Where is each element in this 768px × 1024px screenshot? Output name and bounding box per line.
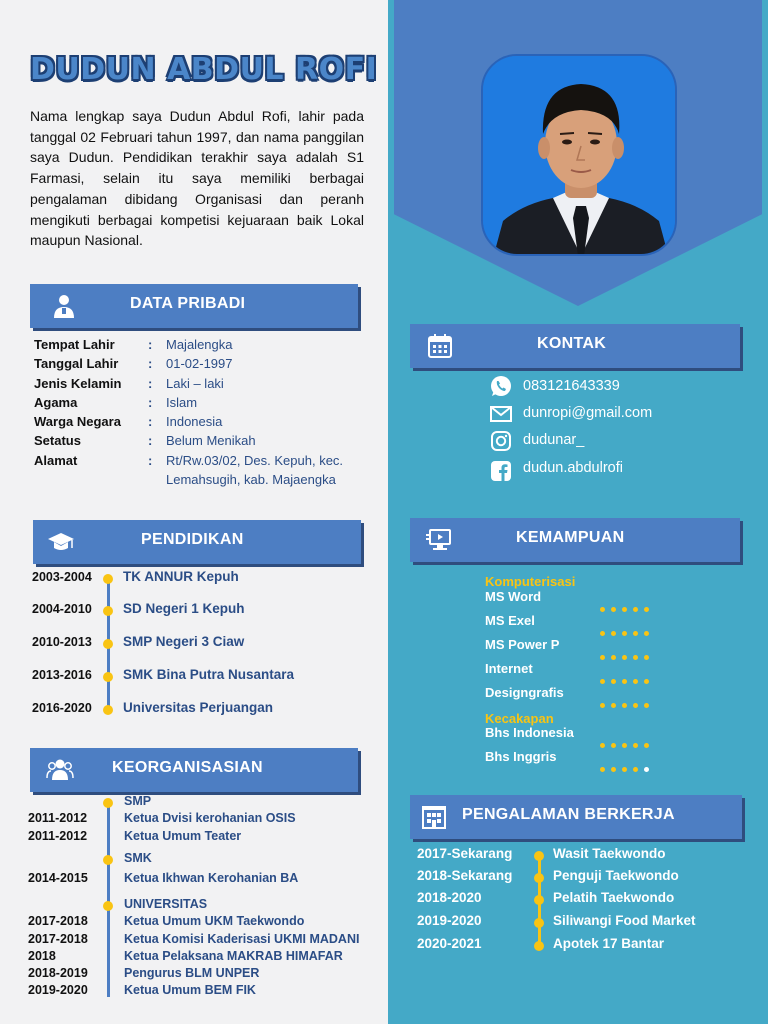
timeline-dot — [103, 606, 113, 616]
organization-group: UNIVERSITAS — [124, 897, 208, 911]
personal-info-label: Jenis Kelamin — [34, 375, 122, 391]
personal-info-row — [34, 451, 356, 490]
personal-info-value: 01-02-1997 — [166, 356, 233, 372]
skill-level-dot — [622, 767, 627, 772]
personal-info-colon: : — [148, 337, 153, 352]
personal-info-value: Islam — [166, 394, 198, 410]
skill-level-dot — [633, 703, 638, 708]
section-title: KONTAK — [537, 335, 607, 352]
skill-level-dot — [644, 607, 649, 612]
skill-level-dot — [622, 655, 627, 660]
skill-name: Designgrafis — [485, 685, 564, 700]
skill-level-dot — [611, 767, 616, 772]
personal-info-label: Agama — [34, 394, 78, 410]
education-school: Universitas Perjuangan — [123, 700, 274, 715]
timeline-dot — [103, 901, 113, 911]
personal-info-label: Tanggal Lahir — [34, 356, 119, 372]
organization-group: SMP — [124, 794, 152, 808]
skill-name: MS Exel — [485, 613, 535, 628]
section-title: PENGALAMAN BERKERJA — [462, 806, 675, 823]
skill-level-dot — [633, 631, 638, 636]
skill-level-dot — [644, 743, 649, 748]
section-title: DATA PRIBADI — [130, 295, 246, 312]
organization-group: SMK — [124, 851, 152, 865]
timeline-dot — [534, 851, 544, 861]
section-header-kontak — [410, 324, 740, 368]
timeline-dot — [534, 918, 544, 928]
skill-level-dot — [600, 703, 605, 708]
skill-level-dot — [622, 679, 627, 684]
personal-info-value: Laki – laki — [166, 375, 224, 391]
skill-name: MS Power P — [485, 637, 560, 652]
personal-info-label: Setatus — [34, 433, 81, 449]
profile-photo — [481, 54, 677, 256]
work-job: Penguji Taekwondo — [553, 868, 679, 883]
personal-info-value: Majalengka — [166, 337, 233, 352]
timeline-dot — [534, 895, 544, 905]
skill-level-dot — [600, 631, 605, 636]
section-title: KEMAMPUAN — [516, 529, 625, 546]
timeline-dot — [103, 798, 113, 808]
section-title: PENDIDIKAN — [141, 531, 244, 548]
skill-name: Internet — [485, 661, 533, 676]
personal-info-row — [34, 412, 356, 431]
personal-info-colon: : — [148, 375, 153, 391]
personal-info-colon: : — [148, 452, 153, 468]
organization-role: Pengurus BLM UNPER — [124, 966, 260, 980]
organization-role: Ketua Umum UKM Taekwondo — [124, 914, 305, 928]
skill-level — [600, 623, 655, 631]
organization-years: 2018 — [28, 949, 56, 963]
personal-info-row — [34, 431, 356, 450]
timeline-dot — [103, 855, 113, 865]
calendar-icon — [426, 332, 454, 360]
skill-level-dot — [633, 679, 638, 684]
work-years: 2018-Sekarang — [417, 868, 513, 883]
skill-level-dot — [611, 655, 616, 660]
mail-icon — [490, 403, 512, 425]
personal-info-colon: : — [148, 356, 153, 372]
education-school: SMK Bina Putra Nusantara — [123, 667, 295, 682]
building-icon — [420, 803, 448, 831]
organization-years: 2017-2018 — [28, 932, 88, 946]
skill-level-dot — [622, 743, 627, 748]
personal-info-value: Rt/Rw.03/02, Des. Kepuh, kec. Lemahsugih, kab. Majaengka — [166, 452, 344, 488]
skill-name: Bhs Inggris — [485, 749, 557, 764]
personal-info-label: Tempat Lahir — [34, 337, 115, 352]
personal-info-colon: : — [148, 394, 153, 410]
skill-level — [600, 647, 655, 655]
skill-level — [600, 759, 655, 767]
timeline-dot — [534, 941, 544, 951]
timeline-dot — [103, 672, 113, 682]
person-icon — [50, 292, 78, 320]
skill-level-dot — [600, 679, 605, 684]
graduation-cap-icon — [47, 528, 75, 556]
work-job: Wasit Taekwondo — [553, 846, 666, 861]
organization-years: 2018-2019 — [28, 966, 88, 980]
personal-info-row — [34, 393, 356, 412]
timeline-dot — [103, 574, 113, 584]
contact-phone[interactable]: 083121643339 — [523, 378, 620, 394]
skill-level-dot — [622, 607, 627, 612]
personal-info-value: Indonesia — [166, 414, 223, 430]
personal-info-colon: : — [148, 433, 153, 449]
education-years: 2003-2004 — [32, 570, 92, 584]
facebook-icon — [490, 460, 512, 482]
organization-years: 2011-2012 — [28, 811, 88, 825]
organization-role: Ketua Ikhwan Kerohanian BA — [124, 871, 299, 885]
organization-role: Ketua Komisi Kaderisasi UKMI MADANI — [124, 932, 360, 946]
section-header-keorganisasian — [30, 748, 358, 792]
work-years: 2018-2020 — [417, 890, 482, 905]
skill-level-dot — [633, 655, 638, 660]
timeline-dot — [103, 639, 113, 649]
organization-role: Ketua Umum Teater — [124, 829, 242, 843]
organization-role: Ketua Umum BEM FIK — [124, 983, 256, 997]
organization-timeline-line — [107, 802, 110, 997]
personal-info-row — [34, 354, 356, 373]
skill-level-dot — [611, 679, 616, 684]
section-title: KEORGANISASIAN — [112, 759, 263, 776]
education-years: 2004-2010 — [32, 602, 92, 616]
contact-facebook[interactable]: dudun.abdulrofi — [523, 460, 623, 476]
skill-level-dot — [600, 655, 605, 660]
group-icon — [46, 756, 74, 784]
section-header-pengalaman — [410, 795, 742, 839]
organization-role: Ketua Pelaksana MAKRAB HIMAFAR — [124, 949, 343, 963]
skill-level-dot — [622, 703, 627, 708]
skill-level-dot — [644, 631, 649, 636]
personal-info-colon: : — [148, 414, 153, 430]
skill-level-dot — [633, 767, 638, 772]
organization-role: Ketua Dvisi kerohanian OSIS — [124, 811, 296, 825]
computer-icon — [426, 526, 454, 554]
skill-level-dot — [644, 767, 649, 772]
education-years: 2016-2020 — [32, 701, 92, 715]
work-job: Siliwangi Food Market — [553, 913, 696, 928]
personal-info-label: Warga Negara — [34, 414, 121, 430]
skill-level-dot — [633, 743, 638, 748]
skill-category-computer: Komputerisasi — [485, 574, 576, 589]
skill-level — [600, 599, 655, 607]
education-school: TK ANNUR Kepuh — [123, 569, 239, 584]
timeline-dot — [103, 705, 113, 715]
education-school: SMP Negeri 3 Ciaw — [123, 634, 245, 649]
full-name: DUDUN ABDUL ROFI — [30, 52, 378, 87]
skill-level-dot — [611, 703, 616, 708]
organization-years: 2017-2018 — [28, 914, 88, 928]
personal-info-value: Belum Menikah — [166, 433, 256, 449]
organization-years: 2019-2020 — [28, 983, 88, 997]
skill-level-dot — [611, 607, 616, 612]
work-job: Apotek 17 Bantar — [553, 936, 665, 951]
personal-info-label: Alamat — [34, 452, 78, 468]
section-header-data-pribadi — [30, 284, 358, 328]
skill-level-dot — [611, 631, 616, 636]
work-years: 2017-Sekarang — [417, 846, 513, 861]
skill-level-dot — [600, 743, 605, 748]
skill-level — [600, 671, 655, 679]
education-years: 2013-2016 — [32, 668, 92, 682]
work-years: 2019-2020 — [417, 913, 482, 928]
work-years: 2020-2021 — [417, 936, 482, 951]
skill-level-dot — [622, 631, 627, 636]
skill-level-dot — [644, 703, 649, 708]
skill-level-dot — [644, 679, 649, 684]
personal-info-row — [34, 335, 356, 354]
bio-text: Nama lengkap saya Dudun Abdul Rofi, lahir pada tanggal 02 Februari tahun 1997, dan nama panggilan saya Dudun. Pendidikan terakhir saya adalah S1 Farmasi, selain itu saya memiliki berbagai pengalaman dibidang Organisasi dan peranh mengikuti berbagai kompetisi kejuaraan baik Lokal maupun Nasional. — [30, 108, 364, 249]
skill-level-dot — [633, 607, 638, 612]
organization-years: 2014-2015 — [28, 871, 88, 885]
skill-name: Bhs Indonesia — [485, 725, 574, 740]
education-school: SD Negeri 1 Kepuh — [123, 601, 245, 616]
contact-email[interactable]: dunropi@gmail.com — [523, 405, 653, 421]
organization-years: 2011-2012 — [28, 829, 88, 843]
timeline-dot — [534, 873, 544, 883]
skill-name: MS Word — [485, 589, 542, 604]
section-header-kemampuan — [410, 518, 740, 562]
skill-level-dot — [644, 655, 649, 660]
personal-info-list — [34, 335, 356, 489]
skill-category-language: Kecakapan — [485, 711, 554, 726]
work-job: Pelatih Taekwondo — [553, 890, 675, 905]
instagram-icon — [490, 430, 512, 452]
skill-level-dot — [611, 743, 616, 748]
whatsapp-icon — [490, 375, 512, 397]
skill-level — [600, 735, 655, 743]
section-header-pendidikan — [33, 520, 361, 564]
education-years: 2010-2013 — [32, 635, 92, 649]
personal-info-row — [34, 374, 356, 393]
skill-level-dot — [600, 607, 605, 612]
skill-level — [600, 695, 655, 703]
contact-instagram[interactable]: dudunar_ — [523, 432, 585, 448]
skill-level-dot — [600, 767, 605, 772]
